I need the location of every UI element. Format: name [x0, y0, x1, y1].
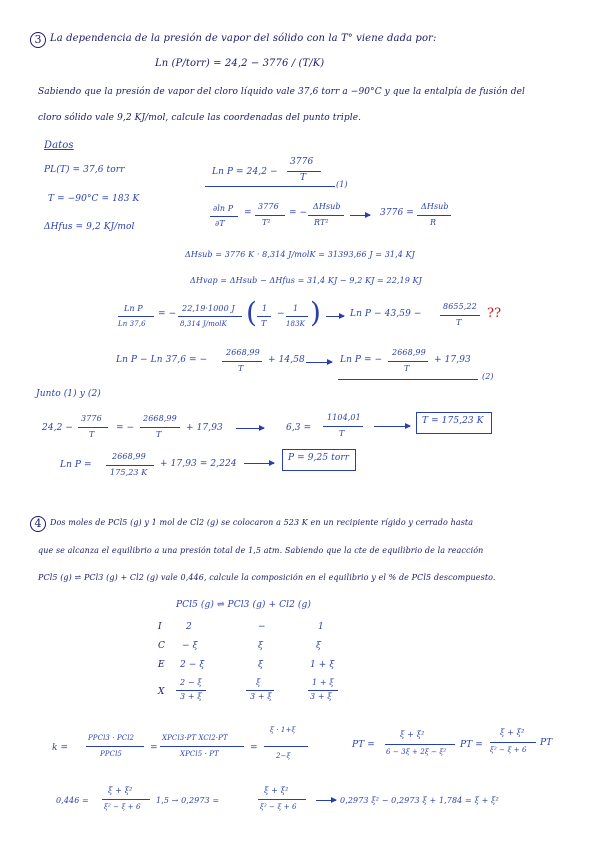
hvap-line: ΔHvap = ΔHsub − ΔHfus = 31,4 KJ − 9,2 KJ = 22,19 KJ [190, 276, 422, 285]
pt-bar [385, 744, 455, 745]
problem-4-statement-2: que se alcanza el equilibrio a una presión total de 1,5 atm. Sabiendo que la cte de equilibrio de la reacción [38, 546, 484, 555]
k-f3-num: ξ · 1+ξ [270, 726, 296, 734]
clap-f2-den: 183K [286, 320, 305, 328]
k-f1-bar [86, 746, 144, 747]
pt2-label: PT = [460, 740, 483, 750]
line2-num: 2668,99 [226, 348, 260, 357]
deriv-eq-sign: = [244, 208, 252, 218]
lnp-lhs: Ln P = [60, 460, 92, 470]
last-lhs: 0,446 = [56, 796, 89, 805]
ice-row-C-c3: ξ [316, 641, 322, 651]
question-marks: ?? [487, 306, 502, 321]
line2-underline [338, 379, 478, 380]
k-f3-bar [264, 746, 308, 747]
last-arrow [316, 800, 336, 801]
last-mid: 1,5 → 0,2973 = [156, 796, 220, 805]
clap-mid-bar [178, 316, 242, 317]
deriv-lhs-den: ∂T [215, 219, 225, 228]
problem-3-number: 3 [30, 32, 46, 48]
sys-arrow-1 [236, 428, 264, 429]
dato-pressure: PL(T) = 37,6 torr [44, 165, 125, 175]
line2-res-den: T [404, 364, 410, 373]
eq1-numerator: 3776 [290, 157, 314, 167]
reaction: PCl5 (g) ⇌ PCl3 (g) + Cl2 (g) [176, 600, 311, 610]
last-den: ξ² − ξ + 6 [104, 803, 141, 811]
problem-4-statement-3: PCl5 (g) ⇌ PCl3 (g) + Cl2 (g) vale 0,446, calcule la composición en el equilibrio y el % de PCl5 descompuesto. [38, 573, 496, 582]
juntos-label: Junto (1) y (2) [36, 389, 101, 399]
clap-arrow [326, 316, 344, 317]
k-f1-num: PPCl3 · PCl2 [88, 734, 135, 742]
sys-res-den: T [339, 429, 345, 438]
k-f3-den: 2−ξ [276, 752, 291, 760]
problem-3-statement-2: Sabiendo que la presión de vapor del cloro líquido vale 37,6 torr a −90°C y que la entalpía de fusión del [38, 87, 526, 97]
deriv-result: 3776 = [380, 208, 414, 218]
clap-result-num: 8655,22 [443, 302, 477, 311]
eq1-underline [205, 186, 335, 187]
eq1-fraction-bar [287, 171, 321, 172]
line2-lhs: Ln P − Ln 37,6 = − [116, 355, 208, 365]
pt-label: PT = [352, 740, 375, 750]
clap-open-paren: ( [246, 296, 258, 329]
clap-eq-sign: = − [158, 309, 177, 319]
lnp-bar [106, 465, 154, 466]
sys-mid: = − [116, 423, 135, 433]
lnp-rhs: + 17,93 = 2,224 [160, 459, 237, 469]
deriv-eq-sign-2: = − [289, 208, 308, 218]
clap-f1-bar [257, 316, 271, 317]
k-lhs: k = [52, 743, 69, 753]
last-res: 0,2973 ξ² − 0,2973 ξ + 1,784 = ξ + ξ² [340, 796, 499, 805]
deriv-lhs-bar [210, 216, 238, 217]
pt2-num: ξ + ξ² [500, 728, 525, 737]
lnp-num: 2668,99 [112, 452, 146, 461]
problem-3-statement-1: La dependencia de la presión de vapor del sólido con la T° viene dada por: [50, 33, 437, 44]
line2-den: T [238, 364, 244, 373]
x-c2-num: ξ [256, 678, 261, 687]
x-c1-bar [176, 690, 206, 691]
clap-f2-bar [286, 316, 308, 317]
clap-f2-num: 1 [293, 304, 299, 313]
datos-title: Datos [44, 140, 74, 151]
sys-bar2 [140, 427, 180, 428]
sys-num2: 2668,99 [143, 414, 177, 423]
last-bar [102, 799, 150, 800]
line2-res-num: 2668,99 [392, 348, 426, 357]
line2-tag: (2) [482, 372, 494, 381]
line2-bar [222, 361, 262, 362]
last-num: ξ + ξ² [108, 786, 133, 795]
sys-add: + 17,93 [186, 423, 223, 433]
k-f1-den: PPCl5 [100, 750, 122, 758]
dato-temperature: T = −90°C = 183 K [48, 194, 140, 204]
clap-close-paren: ) [310, 296, 322, 329]
k-eq-2: = [250, 743, 258, 753]
problem-3-statement-3: cloro sólido vale 9,2 KJ/mol, calcule las coordenadas del punto triple. [38, 113, 362, 123]
clap-result-den: T [456, 318, 462, 327]
ice-row-I-c1: 2 [186, 622, 192, 632]
last-den2: ξ² − ξ + 6 [260, 803, 297, 811]
hsub-line: ΔHsub = 3776 K · 8,314 J/molK = 31393,66 J = 31,4 KJ [185, 250, 415, 259]
k-eq-1: = [150, 743, 158, 753]
sys-arrow-2 [374, 426, 410, 427]
sys-res-num: 1104,01 [327, 413, 361, 422]
clap-result-bar [440, 315, 480, 316]
x-c1-num: 2 − ξ [180, 678, 202, 687]
problem-3-formula: Ln (P/torr) = 24,2 − 3776 / (T/K) [155, 58, 325, 69]
pt2-den: ξ² − ξ + 6 [490, 746, 527, 754]
pt2-bar [490, 742, 536, 743]
deriv-arrow [350, 215, 370, 216]
x-c2-den: 3 + ξ [250, 692, 272, 701]
pt-den: 6 − 3ξ + 2ξ − ξ² [386, 748, 447, 756]
ice-row-E-c3: 1 + ξ [310, 660, 335, 670]
ice-row-E-label: E [158, 660, 165, 670]
x-c1-den: 3 + ξ [180, 692, 202, 701]
line2-add: + 14,58 [268, 355, 305, 365]
sys-den1: T [89, 430, 95, 439]
clap-lhs-bar [118, 316, 154, 317]
eq1-denominator: T [300, 173, 307, 183]
sys-res-lhs: 6,3 = [286, 423, 312, 433]
clap-mid-num: 22,19·1000 J [182, 304, 235, 313]
last-bar2 [258, 799, 306, 800]
last-num2: ξ + ξ² [264, 786, 289, 795]
deriv-mid-den: T² [262, 218, 271, 227]
pt2-tail: PT [540, 738, 553, 748]
x-c3-den: 3 + ξ [310, 692, 332, 701]
clap-minus: − [277, 309, 285, 319]
pt-num: ξ + ξ² [400, 730, 425, 739]
eq1-lhs: Ln P = 24,2 − [212, 167, 278, 177]
line2-arrow [306, 362, 332, 363]
k-f2-bar [160, 746, 244, 747]
deriv-result-bar [417, 215, 451, 216]
sys-bar1 [78, 427, 108, 428]
ice-row-I-c3: 1 [318, 622, 324, 632]
lnp-arrow [244, 463, 274, 464]
ice-row-I-label: I [158, 622, 162, 632]
ice-row-I-c2: − [258, 622, 266, 632]
deriv-lhs-num: ∂ln P [213, 204, 234, 213]
deriv-mid-num: 3776 [258, 202, 279, 211]
sys-res-bar [323, 426, 363, 427]
deriv-rhs-bar [308, 215, 344, 216]
clap-lhs-den: Ln 37,6 [118, 320, 146, 328]
lnp-den: 175,23 K [110, 468, 148, 477]
ice-row-E-c1: 2 − ξ [180, 660, 205, 670]
k-f2-den: XPCl5 · PT [180, 750, 219, 758]
sys-lhs: 24,2 − [42, 423, 74, 433]
deriv-result-den: R [430, 218, 437, 227]
ice-row-C-c1: − ξ [182, 641, 198, 651]
clap-lhs-num: Ln P [124, 304, 143, 313]
problem-4-number: 4 [30, 516, 46, 532]
sys-num1: 3776 [81, 414, 102, 423]
eq1-tag: (1) [336, 180, 348, 189]
ice-row-X-label: X [158, 687, 165, 697]
sys-den2: T [156, 430, 162, 439]
clap-mid-den: 8,314 J/molK [180, 320, 227, 328]
line2-res-bar [388, 361, 428, 362]
dato-enthalpy: ΔHfus = 9,2 KJ/mol [44, 222, 135, 232]
line2-res: Ln P = − [340, 355, 383, 365]
x-c2-bar [246, 690, 274, 691]
clap-f1-num: 1 [262, 304, 268, 313]
clap-result: Ln P − 43,59 − [350, 309, 422, 319]
deriv-rhs-num: ΔHsub [313, 202, 341, 211]
x-c3-num: 1 + ξ [312, 678, 334, 687]
deriv-result-num: ΔHsub [421, 202, 449, 211]
x-c3-bar [308, 690, 338, 691]
ice-row-E-c2: ξ [258, 660, 264, 670]
deriv-rhs-den: RT² [314, 218, 329, 227]
ice-row-C-c2: ξ [258, 641, 264, 651]
clap-f1-den: T [261, 319, 267, 328]
P-answer: P = 9,25 torr [288, 453, 350, 463]
ice-row-C-label: C [158, 641, 165, 651]
T-answer: T = 175,23 K [422, 416, 484, 426]
k-f2-num: XPCl3·PT XCl2·PT [162, 734, 228, 742]
deriv-mid-bar [255, 215, 285, 216]
problem-4-statement-1: Dos moles de PCl5 (g) y 1 mol de Cl2 (g) se colocaron a 523 K en un recipiente rígido y cerrado hasta [50, 518, 474, 527]
line2-res-add: + 17,93 [434, 355, 471, 365]
